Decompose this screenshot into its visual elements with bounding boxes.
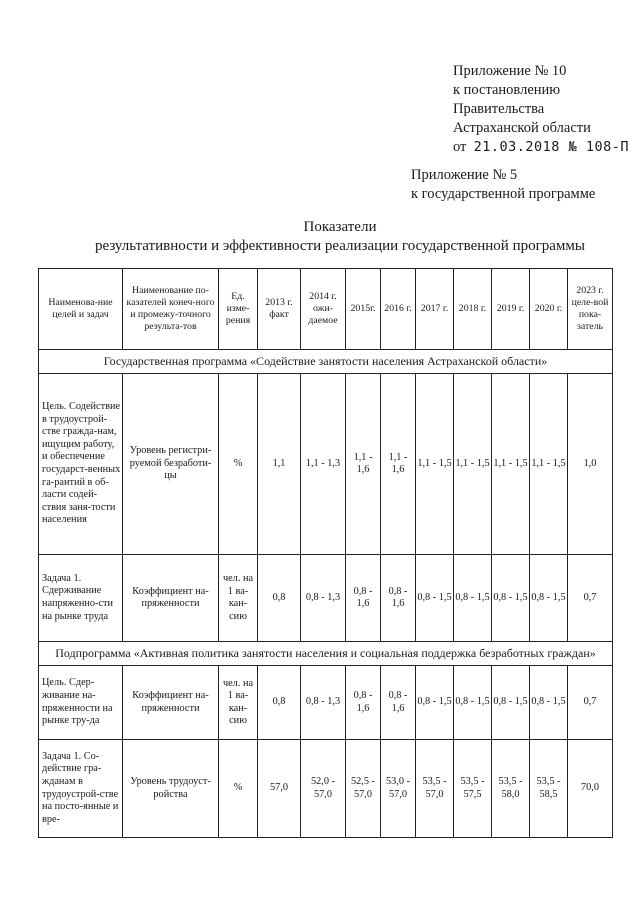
header-unit: Ед. изме-рения — [219, 269, 258, 350]
section-row-subprogram — [39, 642, 613, 666]
cell-2015: 52,5 - 57,0 — [346, 740, 381, 838]
cell-unit: % — [219, 740, 258, 838]
cell-2018: 0,8 - 1,5 — [454, 666, 492, 740]
cell-2018: 53,5 - 57,5 — [454, 740, 492, 838]
section-program-title: Государственная программа «Содействие занятости населения Астраханской области» — [39, 350, 613, 374]
header-goals: Наименова-ние целей и задач — [39, 269, 123, 350]
cell-2020: 0,8 - 1,5 — [530, 666, 568, 740]
cell-2023: 70,0 — [568, 740, 613, 838]
table-header-row — [39, 269, 613, 350]
title-line1: Показатели — [303, 219, 377, 235]
title-line2: результативности и эффективности реализации государственной программы — [94, 238, 585, 254]
cell-unit: % — [219, 374, 258, 555]
cell-2017: 53,5 - 57,0 — [416, 740, 454, 838]
header-2014: 2014 г. ожи-даемое — [301, 269, 346, 350]
cell-2019: 1,1 - 1,5 — [492, 374, 530, 555]
header-2023: 2023 г. целе-вой пока-затель — [568, 269, 613, 350]
cell-goal: Задача 1. Со-действие гра-жданам в трудоустрой-стве на посто-янные и вре- — [39, 740, 123, 838]
cell-2015: 1,1 - 1,6 — [346, 374, 381, 555]
cell-2014: 0,8 - 1,3 — [301, 666, 346, 740]
section-subprogram-title: Подпрограмма «Активная политика занятости населения и социальная поддержка безработных граждан» — [39, 642, 613, 666]
cell-indicator: Уровень трудоуст-ройства — [123, 740, 219, 838]
cell-2019: 53,5 - 58,0 — [492, 740, 530, 838]
cell-2023: 0,7 — [568, 555, 613, 642]
cell-2020: 1,1 - 1,5 — [530, 374, 568, 555]
header-indicator: Наименование по-казателей конеч-ного и промежу-точного результа-тов — [123, 269, 219, 350]
cell-2020: 0,8 - 1,5 — [530, 555, 568, 642]
header-2020: 2020 г. — [530, 269, 568, 350]
appendix-10-block — [453, 62, 629, 157]
appendix-5-line2: к государственной программе — [411, 186, 596, 202]
cell-2016: 0,8 - 1,6 — [381, 555, 416, 642]
cell-2013: 57,0 — [258, 740, 301, 838]
cell-unit: чел. на 1 ва-кан-сию — [219, 555, 258, 642]
cell-2016: 53,0 - 57,0 — [381, 740, 416, 838]
indicators-table — [38, 268, 613, 838]
table-row — [39, 740, 613, 838]
table-row — [39, 666, 613, 740]
appendix-5-title: Приложение № 5 — [411, 167, 518, 183]
cell-2013: 0,8 — [258, 555, 301, 642]
header-2016: 2016 г. — [381, 269, 416, 350]
header-2013: 2013 г. факт — [258, 269, 301, 350]
cell-2013: 1,1 — [258, 374, 301, 555]
appendix-10-line3: Правительства — [453, 101, 545, 117]
cell-2014: 1,1 - 1,3 — [301, 374, 346, 555]
cell-2017: 0,8 - 1,5 — [416, 666, 454, 740]
cell-indicator: Коэффициент на-пряженности — [123, 555, 219, 642]
appendix-10-date-line — [453, 138, 629, 157]
cell-2015: 0,8 - 1,6 — [346, 666, 381, 740]
appendix-10-line2: к постановлению — [453, 82, 561, 98]
cell-2018: 1,1 - 1,5 — [454, 374, 492, 555]
cell-2020: 53,5 - 58,5 — [530, 740, 568, 838]
cell-2023: 0,7 — [568, 666, 613, 740]
appendix-10-title: Приложение № 10 — [453, 63, 567, 79]
appendix-10-date-stamp: 21.03.2018 № 108-П — [473, 139, 629, 155]
cell-indicator: Уровень регистри-руемой безработи-цы — [123, 374, 219, 555]
header-2015: 2015г. — [346, 269, 381, 350]
cell-2014: 52,0 - 57,0 — [301, 740, 346, 838]
cell-2013: 0,8 — [258, 666, 301, 740]
appendix-10-date-prefix: от — [453, 139, 467, 155]
cell-indicator: Коэффициент на-пряженности — [123, 666, 219, 740]
table-row — [39, 374, 613, 555]
cell-goal: Задача 1. Сдерживание напряженно-сти на рынке труда — [39, 555, 123, 642]
cell-2017: 0,8 - 1,5 — [416, 555, 454, 642]
appendix-5-block — [411, 166, 595, 204]
cell-goal: Цель. Содействие в трудоустрой-стве гражда-нам, ищущим работу, и обеспечение государст-венных га-рантий в об-ласти содей-ствия заня-тости населения — [39, 374, 123, 555]
section-row-program — [39, 350, 613, 374]
cell-2023: 1,0 — [568, 374, 613, 555]
cell-2014: 0,8 - 1,3 — [301, 555, 346, 642]
document-title — [40, 218, 640, 256]
cell-2019: 0,8 - 1,5 — [492, 555, 530, 642]
table-row — [39, 555, 613, 642]
cell-2019: 0,8 - 1,5 — [492, 666, 530, 740]
cell-2015: 0,8 - 1,6 — [346, 555, 381, 642]
cell-2016: 1,1 - 1,6 — [381, 374, 416, 555]
cell-goal: Цель. Сдер-живание на-пряженности на рынке тру-да — [39, 666, 123, 740]
cell-2017: 1,1 - 1,5 — [416, 374, 454, 555]
header-2019: 2019 г. — [492, 269, 530, 350]
cell-2016: 0,8 - 1,6 — [381, 666, 416, 740]
cell-unit: чел. на 1 ва-кан-сию — [219, 666, 258, 740]
appendix-10-line4: Астраханской области — [453, 120, 591, 136]
header-2018: 2018 г. — [454, 269, 492, 350]
cell-2018: 0,8 - 1,5 — [454, 555, 492, 642]
header-2017: 2017 г. — [416, 269, 454, 350]
